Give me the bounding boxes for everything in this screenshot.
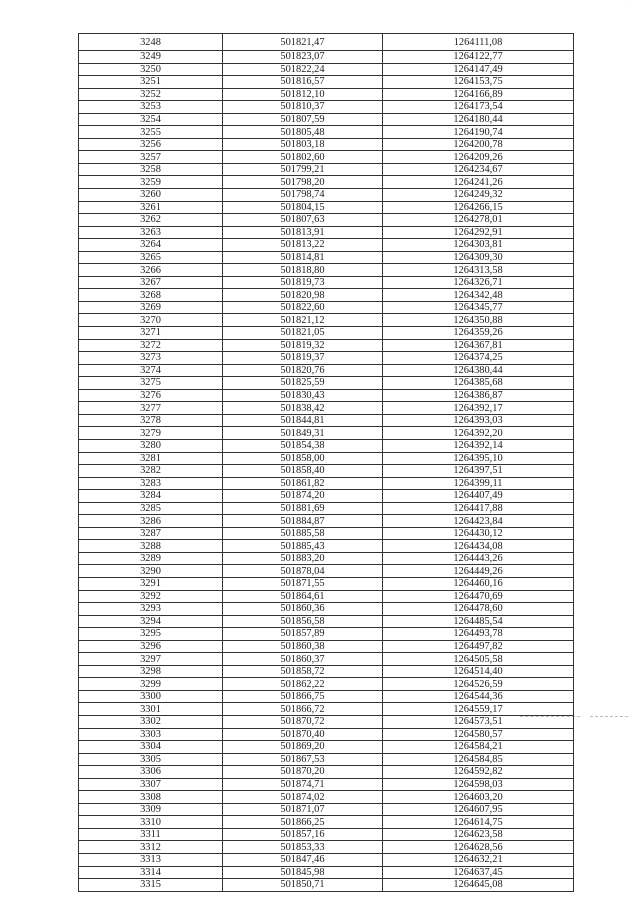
- table-row: [79, 239, 574, 252]
- table-row: [79, 126, 574, 139]
- point-number-cell: 3290: [79, 565, 223, 578]
- point-number-cell: 3249: [79, 51, 223, 64]
- y-coordinate-cell: 1264278,01: [383, 214, 574, 227]
- table-row: [79, 151, 574, 164]
- x-coordinate-cell: 501818,80: [223, 264, 383, 277]
- point-number-cell: 3267: [79, 276, 223, 289]
- x-coordinate-cell: 501866,75: [223, 690, 383, 703]
- table-row: [79, 88, 574, 101]
- scan-artifact-line: [590, 716, 628, 718]
- point-number-cell: 3253: [79, 101, 223, 114]
- x-coordinate-cell: 501878,04: [223, 565, 383, 578]
- x-coordinate-cell: 501804,15: [223, 201, 383, 214]
- table-row: [79, 301, 574, 314]
- y-coordinate-cell: 1264584,21: [383, 741, 574, 754]
- y-coordinate-cell: 1264485,54: [383, 615, 574, 628]
- y-coordinate-cell: 1264584,85: [383, 753, 574, 766]
- y-coordinate-cell: 1264407,49: [383, 490, 574, 503]
- table-row: [79, 490, 574, 503]
- x-coordinate-cell: 501798,20: [223, 176, 383, 189]
- table-row: [79, 214, 574, 227]
- table-row: [79, 828, 574, 841]
- point-number-cell: 3269: [79, 301, 223, 314]
- x-coordinate-cell: 501813,91: [223, 226, 383, 239]
- y-coordinate-cell: 1264592,82: [383, 766, 574, 779]
- x-coordinate-cell: 501830,43: [223, 389, 383, 402]
- table-row: [79, 502, 574, 515]
- point-number-cell: 3295: [79, 628, 223, 641]
- y-coordinate-cell: 1264153,75: [383, 76, 574, 89]
- table-row: [79, 841, 574, 854]
- table-row: [79, 477, 574, 490]
- point-number-cell: 3293: [79, 603, 223, 616]
- y-coordinate-cell: 1264637,45: [383, 866, 574, 879]
- y-coordinate-cell: 1264632,21: [383, 854, 574, 867]
- x-coordinate-cell: 501870,72: [223, 715, 383, 728]
- x-coordinate-cell: 501849,31: [223, 427, 383, 440]
- table-row: [79, 264, 574, 277]
- table-row: [79, 590, 574, 603]
- table-row: [79, 138, 574, 151]
- table-row: [79, 452, 574, 465]
- x-coordinate-cell: 501819,73: [223, 276, 383, 289]
- point-number-cell: 3288: [79, 540, 223, 553]
- table-row: [79, 389, 574, 402]
- point-number-cell: 3306: [79, 766, 223, 779]
- point-number-cell: 3274: [79, 364, 223, 377]
- y-coordinate-cell: 1264417,88: [383, 502, 574, 515]
- point-number-cell: 3310: [79, 816, 223, 829]
- table-row: [79, 603, 574, 616]
- x-coordinate-cell: 501821,12: [223, 314, 383, 327]
- point-number-cell: 3281: [79, 452, 223, 465]
- x-coordinate-cell: 501866,25: [223, 816, 383, 829]
- y-coordinate-cell: 1264645,08: [383, 879, 574, 892]
- y-coordinate-cell: 1264623,58: [383, 828, 574, 841]
- point-number-cell: 3265: [79, 251, 223, 264]
- table-row: [79, 803, 574, 816]
- y-coordinate-cell: 1264386,87: [383, 389, 574, 402]
- x-coordinate-cell: 501803,18: [223, 138, 383, 151]
- point-number-cell: 3289: [79, 552, 223, 565]
- y-coordinate-cell: 1264147,49: [383, 63, 574, 76]
- x-coordinate-cell: 501844,81: [223, 414, 383, 427]
- y-coordinate-cell: 1264190,74: [383, 126, 574, 139]
- point-number-cell: 3258: [79, 163, 223, 176]
- y-coordinate-cell: 1264449,26: [383, 565, 574, 578]
- y-coordinate-cell: 1264266,15: [383, 201, 574, 214]
- point-number-cell: 3304: [79, 741, 223, 754]
- point-number-cell: 3302: [79, 715, 223, 728]
- y-coordinate-cell: 1264478,60: [383, 603, 574, 616]
- point-number-cell: 3299: [79, 678, 223, 691]
- table-row: [79, 552, 574, 565]
- x-coordinate-cell: 501858,72: [223, 665, 383, 678]
- y-coordinate-cell: 1264603,20: [383, 791, 574, 804]
- table-row: [79, 741, 574, 754]
- y-coordinate-cell: 1264399,11: [383, 477, 574, 490]
- point-number-cell: 3280: [79, 439, 223, 452]
- point-number-cell: 3268: [79, 289, 223, 302]
- x-coordinate-cell: 501874,71: [223, 778, 383, 791]
- table-row: [79, 465, 574, 478]
- x-coordinate-cell: 501820,98: [223, 289, 383, 302]
- point-number-cell: 3275: [79, 377, 223, 390]
- y-coordinate-cell: 1264493,78: [383, 628, 574, 641]
- x-coordinate-cell: 501881,69: [223, 502, 383, 515]
- y-coordinate-cell: 1264598,03: [383, 778, 574, 791]
- point-number-cell: 3279: [79, 427, 223, 440]
- x-coordinate-cell: 501822,60: [223, 301, 383, 314]
- point-number-cell: 3250: [79, 63, 223, 76]
- y-coordinate-cell: 1264497,82: [383, 640, 574, 653]
- y-coordinate-cell: 1264559,17: [383, 703, 574, 716]
- point-number-cell: 3278: [79, 414, 223, 427]
- x-coordinate-cell: 501870,20: [223, 766, 383, 779]
- y-coordinate-cell: 1264385,68: [383, 377, 574, 390]
- y-coordinate-cell: 1264359,26: [383, 327, 574, 340]
- point-number-cell: 3255: [79, 126, 223, 139]
- table-row: [79, 728, 574, 741]
- y-coordinate-cell: 1264393,03: [383, 414, 574, 427]
- x-coordinate-cell: 501814,81: [223, 251, 383, 264]
- x-coordinate-cell: 501805,48: [223, 126, 383, 139]
- y-coordinate-cell: 1264580,57: [383, 728, 574, 741]
- table-row: [79, 427, 574, 440]
- point-number-cell: 3264: [79, 239, 223, 252]
- y-coordinate-cell: 1264342,48: [383, 289, 574, 302]
- table-row: [79, 201, 574, 214]
- y-coordinate-cell: 1264460,16: [383, 577, 574, 590]
- table-row: [79, 615, 574, 628]
- x-coordinate-cell: 501857,89: [223, 628, 383, 641]
- y-coordinate-cell: 1264166,89: [383, 88, 574, 101]
- y-coordinate-cell: 1264292,91: [383, 226, 574, 239]
- point-number-cell: 3291: [79, 577, 223, 590]
- point-number-cell: 3314: [79, 866, 223, 879]
- table-row: [79, 854, 574, 867]
- x-coordinate-cell: 501871,07: [223, 803, 383, 816]
- x-coordinate-cell: 501825,59: [223, 377, 383, 390]
- table-row: [79, 653, 574, 666]
- table-row: [79, 527, 574, 540]
- point-number-cell: 3292: [79, 590, 223, 603]
- y-coordinate-cell: 1264303,81: [383, 239, 574, 252]
- x-coordinate-cell: 501871,55: [223, 577, 383, 590]
- table-row: [79, 678, 574, 691]
- x-coordinate-cell: 501816,57: [223, 76, 383, 89]
- y-coordinate-cell: 1264326,71: [383, 276, 574, 289]
- y-coordinate-cell: 1264423,84: [383, 515, 574, 528]
- y-coordinate-cell: 1264249,32: [383, 189, 574, 202]
- x-coordinate-cell: 501874,20: [223, 490, 383, 503]
- x-coordinate-cell: 501860,37: [223, 653, 383, 666]
- table-row: [79, 189, 574, 202]
- x-coordinate-cell: 501845,98: [223, 866, 383, 879]
- point-number-cell: 3259: [79, 176, 223, 189]
- y-coordinate-cell: 1264200,78: [383, 138, 574, 151]
- y-coordinate-cell: 1264514,40: [383, 665, 574, 678]
- corner-mark: ·: [628, 2, 630, 8]
- table-row: [79, 577, 574, 590]
- table-row: [79, 690, 574, 703]
- point-number-cell: 3276: [79, 389, 223, 402]
- x-coordinate-cell: 501854,38: [223, 439, 383, 452]
- table-row: [79, 866, 574, 879]
- point-number-cell: 3257: [79, 151, 223, 164]
- table-row: [79, 565, 574, 578]
- x-coordinate-cell: 501819,37: [223, 352, 383, 365]
- x-coordinate-cell: 501884,87: [223, 515, 383, 528]
- y-coordinate-cell: 1264380,44: [383, 364, 574, 377]
- x-coordinate-cell: 501821,47: [223, 34, 383, 51]
- x-coordinate-cell: 501847,46: [223, 854, 383, 867]
- x-coordinate-cell: 501864,61: [223, 590, 383, 603]
- point-number-cell: 3296: [79, 640, 223, 653]
- table-row: [79, 715, 574, 728]
- point-number-cell: 3307: [79, 778, 223, 791]
- table-row: [79, 327, 574, 340]
- point-number-cell: 3277: [79, 402, 223, 415]
- y-coordinate-cell: 1264607,95: [383, 803, 574, 816]
- y-coordinate-cell: 1264309,30: [383, 251, 574, 264]
- x-coordinate-cell: 501860,38: [223, 640, 383, 653]
- x-coordinate-cell: 501810,37: [223, 101, 383, 114]
- point-number-cell: 3273: [79, 352, 223, 365]
- table-row: [79, 703, 574, 716]
- y-coordinate-cell: 1264122,77: [383, 51, 574, 64]
- table-row: [79, 76, 574, 89]
- point-number-cell: 3262: [79, 214, 223, 227]
- point-number-cell: 3283: [79, 477, 223, 490]
- table-row: [79, 176, 574, 189]
- x-coordinate-cell: 501850,71: [223, 879, 383, 892]
- x-coordinate-cell: 501807,59: [223, 113, 383, 126]
- y-coordinate-cell: 1264392,17: [383, 402, 574, 415]
- y-coordinate-cell: 1264374,25: [383, 352, 574, 365]
- table-row: [79, 163, 574, 176]
- y-coordinate-cell: 1264345,77: [383, 301, 574, 314]
- point-number-cell: 3312: [79, 841, 223, 854]
- table-row: [79, 439, 574, 452]
- table-row: [79, 515, 574, 528]
- y-coordinate-cell: 1264505,58: [383, 653, 574, 666]
- y-coordinate-cell: 1264395,10: [383, 452, 574, 465]
- point-number-cell: 3305: [79, 753, 223, 766]
- y-coordinate-cell: 1264209,26: [383, 151, 574, 164]
- table-row: [79, 63, 574, 76]
- point-number-cell: 3272: [79, 339, 223, 352]
- x-coordinate-cell: 501883,20: [223, 552, 383, 565]
- table-row: [79, 352, 574, 365]
- table-row: [79, 402, 574, 415]
- y-coordinate-cell: 1264313,58: [383, 264, 574, 277]
- x-coordinate-cell: 501812,10: [223, 88, 383, 101]
- table-row: [79, 314, 574, 327]
- point-number-cell: 3309: [79, 803, 223, 816]
- x-coordinate-cell: 501853,33: [223, 841, 383, 854]
- point-number-cell: 3285: [79, 502, 223, 515]
- x-coordinate-cell: 501862,22: [223, 678, 383, 691]
- table-row: [79, 101, 574, 114]
- point-number-cell: 3303: [79, 728, 223, 741]
- x-coordinate-cell: 501807,63: [223, 214, 383, 227]
- y-coordinate-cell: 1264350,88: [383, 314, 574, 327]
- table-row: [79, 628, 574, 641]
- x-coordinate-cell: 501820,76: [223, 364, 383, 377]
- table-row: [79, 766, 574, 779]
- point-number-cell: 3311: [79, 828, 223, 841]
- y-coordinate-cell: 1264111,08: [383, 34, 574, 51]
- point-number-cell: 3248: [79, 34, 223, 51]
- table-row: [79, 339, 574, 352]
- table-row: [79, 540, 574, 553]
- y-coordinate-cell: 1264241,26: [383, 176, 574, 189]
- point-number-cell: 3282: [79, 465, 223, 478]
- table-row: [79, 276, 574, 289]
- point-number-cell: 3254: [79, 113, 223, 126]
- x-coordinate-cell: 501823,07: [223, 51, 383, 64]
- x-coordinate-cell: 501885,58: [223, 527, 383, 540]
- point-number-cell: 3294: [79, 615, 223, 628]
- y-coordinate-cell: 1264443,26: [383, 552, 574, 565]
- x-coordinate-cell: 501870,40: [223, 728, 383, 741]
- table-row: [79, 226, 574, 239]
- point-number-cell: 3252: [79, 88, 223, 101]
- point-number-cell: 3313: [79, 854, 223, 867]
- coordinates-table-body: [79, 34, 574, 892]
- table-row: [79, 414, 574, 427]
- point-number-cell: 3286: [79, 515, 223, 528]
- table-row: [79, 377, 574, 390]
- point-number-cell: 3284: [79, 490, 223, 503]
- x-coordinate-cell: 501822,24: [223, 63, 383, 76]
- x-coordinate-cell: 501813,22: [223, 239, 383, 252]
- table-row: [79, 51, 574, 64]
- table-row: [79, 879, 574, 892]
- x-coordinate-cell: 501861,82: [223, 477, 383, 490]
- point-number-cell: 3270: [79, 314, 223, 327]
- point-number-cell: 3263: [79, 226, 223, 239]
- point-number-cell: 3301: [79, 703, 223, 716]
- point-number-cell: 3261: [79, 201, 223, 214]
- y-coordinate-cell: 1264234,67: [383, 163, 574, 176]
- table-row: [79, 753, 574, 766]
- x-coordinate-cell: 501867,53: [223, 753, 383, 766]
- table-row: [79, 34, 574, 51]
- table-row: [79, 778, 574, 791]
- y-coordinate-cell: 1264628,56: [383, 841, 574, 854]
- table-row: [79, 289, 574, 302]
- y-coordinate-cell: 1264173,54: [383, 101, 574, 114]
- table-row: [79, 113, 574, 126]
- y-coordinate-cell: 1264434,08: [383, 540, 574, 553]
- table-row: [79, 665, 574, 678]
- y-coordinate-cell: 1264470,69: [383, 590, 574, 603]
- point-number-cell: 3297: [79, 653, 223, 666]
- table-row: [79, 640, 574, 653]
- x-coordinate-cell: 501838,42: [223, 402, 383, 415]
- table-row: [79, 364, 574, 377]
- y-coordinate-cell: 1264367,81: [383, 339, 574, 352]
- y-coordinate-cell: 1264573,51: [383, 715, 574, 728]
- point-number-cell: 3266: [79, 264, 223, 277]
- x-coordinate-cell: 501857,16: [223, 828, 383, 841]
- point-number-cell: 3308: [79, 791, 223, 804]
- x-coordinate-cell: 501885,43: [223, 540, 383, 553]
- point-number-cell: 3300: [79, 690, 223, 703]
- point-number-cell: 3315: [79, 879, 223, 892]
- table-row: [79, 816, 574, 829]
- x-coordinate-cell: 501856,58: [223, 615, 383, 628]
- y-coordinate-cell: 1264430,12: [383, 527, 574, 540]
- point-number-cell: 3298: [79, 665, 223, 678]
- y-coordinate-cell: 1264180,44: [383, 113, 574, 126]
- y-coordinate-cell: 1264614,75: [383, 816, 574, 829]
- table-row: [79, 791, 574, 804]
- x-coordinate-cell: 501869,20: [223, 741, 383, 754]
- x-coordinate-cell: 501821,05: [223, 327, 383, 340]
- x-coordinate-cell: 501858,40: [223, 465, 383, 478]
- x-coordinate-cell: 501860,36: [223, 603, 383, 616]
- point-number-cell: 3256: [79, 138, 223, 151]
- x-coordinate-cell: 501874,02: [223, 791, 383, 804]
- table-row: [79, 251, 574, 264]
- point-number-cell: 3251: [79, 76, 223, 89]
- y-coordinate-cell: 1264526,59: [383, 678, 574, 691]
- point-number-cell: 3287: [79, 527, 223, 540]
- y-coordinate-cell: 1264397,51: [383, 465, 574, 478]
- x-coordinate-cell: 501799,21: [223, 163, 383, 176]
- y-coordinate-cell: 1264392,14: [383, 439, 574, 452]
- point-number-cell: 3271: [79, 327, 223, 340]
- x-coordinate-cell: 501798,74: [223, 189, 383, 202]
- point-number-cell: 3260: [79, 189, 223, 202]
- x-coordinate-cell: 501858,00: [223, 452, 383, 465]
- coordinates-table: [78, 33, 574, 892]
- x-coordinate-cell: 501802,60: [223, 151, 383, 164]
- y-coordinate-cell: 1264392,20: [383, 427, 574, 440]
- x-coordinate-cell: 501866,72: [223, 703, 383, 716]
- y-coordinate-cell: 1264544,36: [383, 690, 574, 703]
- x-coordinate-cell: 501819,32: [223, 339, 383, 352]
